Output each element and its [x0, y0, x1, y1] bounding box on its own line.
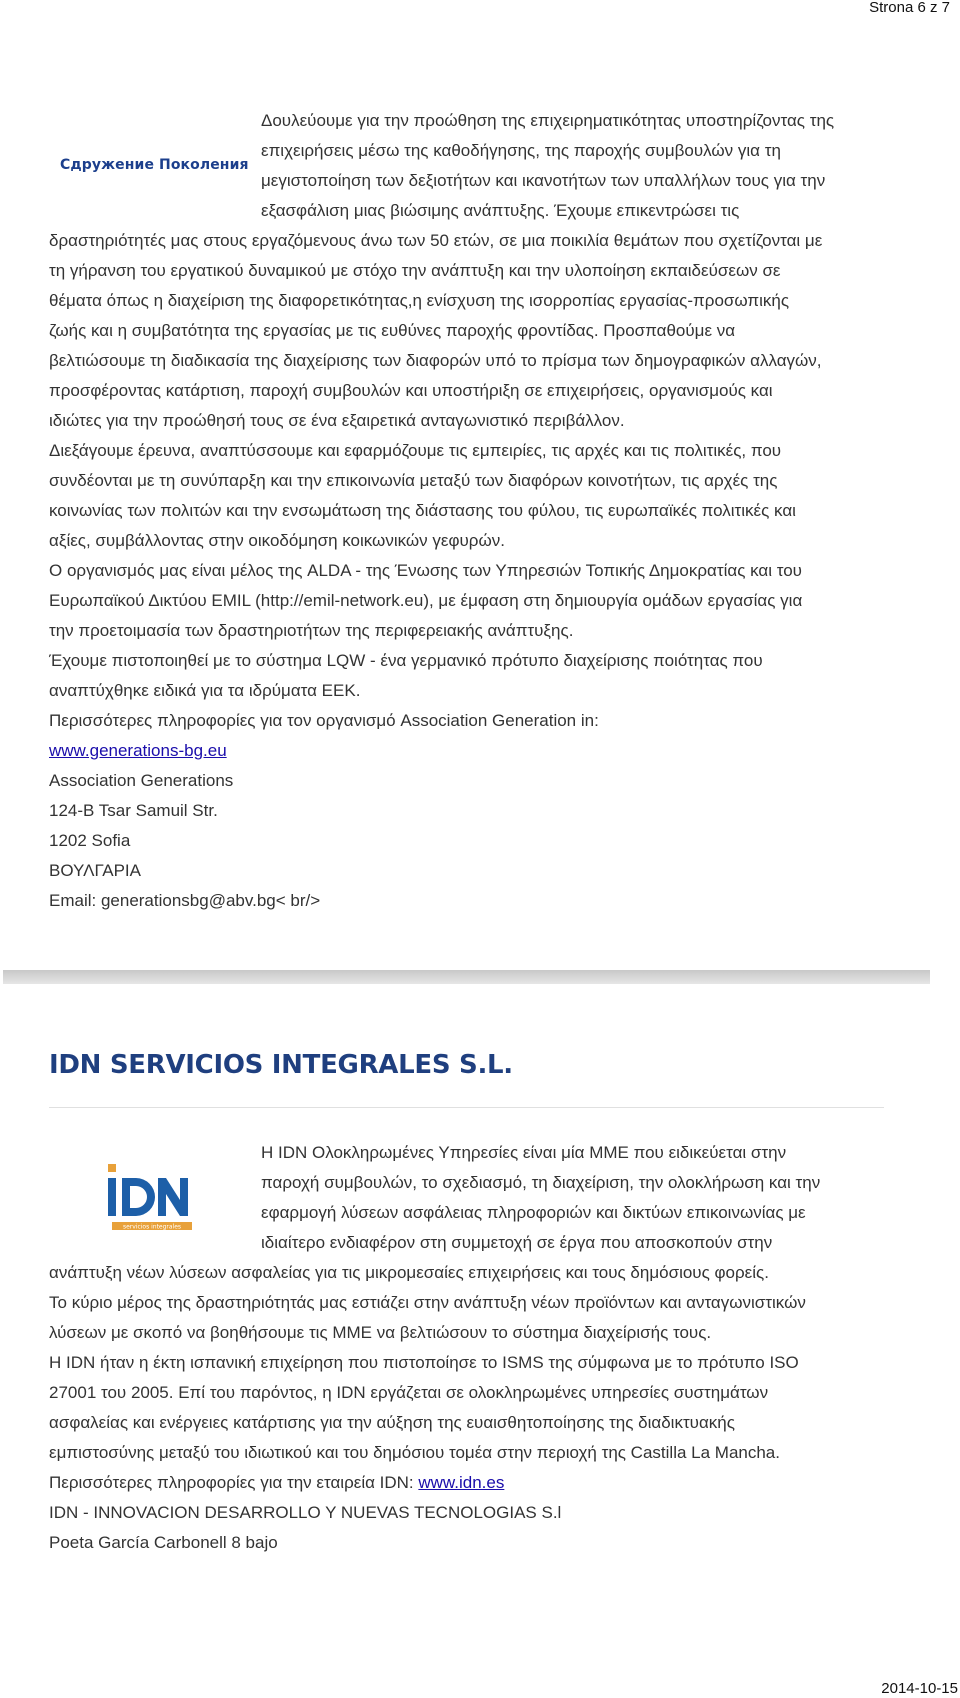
body-line: θέματα όπως η διαχείριση της διαφορετικότητας,η ενίσχυση της ισορροπίας εργασίας-προσωπικής	[49, 291, 790, 310]
more-info-line	[49, 1468, 909, 1498]
more-info-label: Περισσότερες πληροφορίες για την εταιρεία IDN:	[49, 1473, 419, 1492]
body-line: Η IDN ήταν η έκτη ισπανική επιχείρηση που πιστοποίησε το ISMS της σύμφωνα με το πρότυπο ISO	[49, 1353, 799, 1372]
body-line: Το κύριο μέρος της δραστηριότητάς μας εστιάζει στην ανάπτυξη νέων προϊόντων και ανταγωνιστικών	[49, 1293, 806, 1312]
idn-website-link[interactable]: www.idn.es	[418, 1473, 505, 1492]
body-line: συνδέονται με τη συνύπαρξη και την επικοινωνία μεταξύ των διαφόρων κοινοτήτων, τις αρχές της	[49, 471, 778, 490]
intro-line: Η IDN Ολοκληρωμένες Υπηρεσίες είναι μία ΜΜΕ που ειδικεύεται στην	[261, 1143, 787, 1162]
body-line: ανάπτυξη νέων λύσεων ασφαλείας για τις μικρομεσαίες επιχειρήσεις και τους δημόσιους φορείς.	[49, 1263, 769, 1282]
title-rule	[49, 1107, 884, 1108]
org1-intro	[261, 106, 901, 226]
body-line: Διεξάγουμε έρευνα, αναπτύσσουμε και εφαρμόζουμε τις εμπειρίες, τις αρχές και τις πολιτικές, που	[49, 441, 782, 460]
body-line: ιδιώτες για την προώθησή τους σε ένα εξαιρετικά ανταγωνιστικό περιβάλλον.	[49, 411, 625, 430]
footer-date: 2014-10-15	[881, 1680, 958, 1697]
org2-body	[49, 1258, 909, 1558]
contact-line: 124-B Tsar Samuil Str.	[49, 801, 218, 820]
body-line: την προετοιμασία των δραστηριοτήτων της περιφερειακής ανάπτυξης.	[49, 621, 574, 640]
body-line: Περισσότερες πληροφορίες για τον οργανισμό Association Generation in:	[49, 711, 599, 730]
body-line: προσφέροντας κατάρτιση, παροχή συμβουλών και υποστήριξη σε επιχειρήσεις, οργανισμούς και	[49, 381, 773, 400]
body-line: ζωής και η συμβατότητα της εργασίας με τις ευθύνες παροχής φροντίδας. Προσπαθούμε να	[49, 321, 736, 340]
idn-logo-subtext: servicios integrales	[122, 1223, 182, 1231]
section-title: IDN SERVICIOS INTEGRALES S.L.	[49, 1050, 513, 1080]
intro-line: ιδιαίτερο ενδιαφέρον στη συμμετοχή σε έργα που αποσκοπούν στην	[261, 1233, 773, 1252]
page-number-label: Strona 6 z 7	[869, 0, 950, 16]
body-line: Ο οργανισμός μας είναι μέλος της ALDA - της Ένωσης των Υπηρεσιών Τοπικής Δημοκρατίας και του	[49, 561, 802, 580]
body-line: ασφαλείας και ενέργειες κατάρτισης για την αύξηση της ευαισθητοποίησης της διαδικτυακής	[49, 1413, 735, 1432]
body-line: δραστηριότητές μας στους εργαζόμενους άνω των 50 ετών, σε μια ποικιλία θεμάτων που σχετίζονται με	[49, 231, 823, 250]
body-line: 27001 του 2005. Επί του παρόντος, η IDN εργάζεται σε ολοκληρωμένες υπηρεσίες συστημάτων	[49, 1383, 769, 1402]
body-line: τη γήρανση του εργατικού δυναμικού με στόχο την ανάπτυξη και την υλοποίηση εκπαιδεύσεων σε	[49, 261, 781, 280]
contact-line: 1202 Sofia	[49, 831, 131, 850]
intro-line: εξασφάλιση μιας βιώσιμης ανάπτυξης. Έχουμε επικεντρώσει τις	[261, 201, 740, 220]
body-line: αξίες, συμβάλλοντας στην οικοδόμηση κοικωνικών γεφυρών.	[49, 531, 505, 550]
contact-line: ΒΟΥΛΓΑΡΙΑ	[49, 861, 141, 880]
idn-logo	[104, 1160, 204, 1240]
body-line: βελτιώσουμε τη διαδικασία της διαχείρισης των διαφορών υπό το πρίσμα των δημογραφικών αλλαγών,	[49, 351, 822, 370]
body-line: αναπτύχθηκε ειδικά για τα ιδρύματα ΕΕΚ.	[49, 681, 361, 700]
body-line: κοινωνίας των πολιτών και την ενσωμάτωση της διάστασης του φύλου, τις ευρωπαϊκές πολιτικές και	[49, 501, 796, 520]
intro-line: παροχή συμβουλών, το σχεδιασμό, τη διαχείριση, την ολοκλήρωση και την	[261, 1173, 821, 1192]
intro-line: Δουλεύουμε για την προώθηση της επιχειρηματικότητας υποστηρίζοντας της	[261, 111, 835, 130]
intro-line: επιχειρήσεις μέσω της καθοδήγησης, της παροχής συμβουλών για τη	[261, 141, 781, 160]
org2-intro	[261, 1138, 901, 1258]
body-line: λύσεων με σκοπό να βοηθήσουμε τις ΜΜΕ να βελτιώσουν το σύστημα διαχείρισής τους.	[49, 1323, 712, 1342]
contact-line: Email: generationsbg@abv.bg< br/>	[49, 891, 321, 910]
org1-body	[49, 226, 909, 916]
section-divider	[3, 970, 930, 984]
intro-line: μεγιστοποίηση των δεξιοτήτων και ικανοτήτων των υπαλλήλων τους για την	[261, 171, 826, 190]
generations-website-link[interactable]: www.generations-bg.eu	[49, 741, 227, 760]
contact-line: Poeta García Carbonell 8 bajo	[49, 1533, 278, 1552]
contact-line: IDN - INNOVACION DESARROLLO Y NUEVAS TECNOLOGIAS S.l	[49, 1503, 562, 1522]
body-line: Ευρωπαϊκού Δικτύου EMIL (http://emil-network.eu), με έμφαση στη δημιουργία ομάδων εργασίας για	[49, 591, 803, 610]
contact-line: Association Generations	[49, 771, 234, 790]
body-line: εμπιστοσύνης μεταξύ του ιδιωτικού και του δημόσιου τομέα στην περιοχή της Castilla La Mancha.	[49, 1443, 780, 1462]
intro-line: εφαρμογή λύσεων ασφάλειας πληροφοριών και δικτύων επικοινωνίας με	[261, 1203, 806, 1222]
generations-logo: Сдружение Поколения	[60, 157, 249, 173]
body-line: Έχουμε πιστοποιηθεί με το σύστημα LQW - ένα γερμανικό πρότυπο διαχείρισης ποιότητας που	[49, 651, 763, 670]
